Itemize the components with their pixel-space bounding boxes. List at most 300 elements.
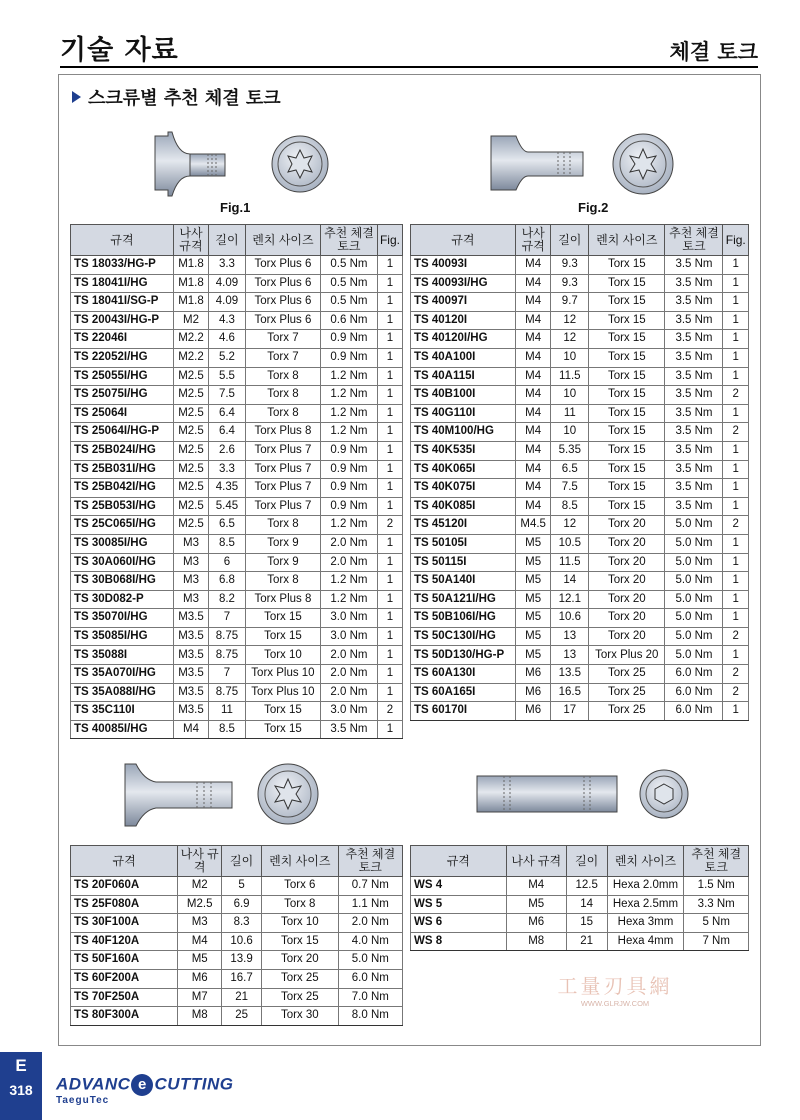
table-cell: 8.75 — [208, 646, 245, 665]
table-cell: TS 40G110I — [411, 404, 516, 423]
table-cell: TS 25B042I/HG — [71, 479, 174, 498]
table-cell: 6.5 — [551, 460, 589, 479]
watermark-text: 工量刃具網 — [557, 974, 673, 998]
table-row — [71, 627, 403, 646]
table-row — [71, 969, 403, 988]
table-cell: M5 — [178, 951, 222, 970]
table-cell: 1 — [723, 330, 749, 349]
fig3-screw-drawing — [122, 760, 322, 830]
table-cell: 1 — [723, 293, 749, 312]
table-row — [411, 590, 749, 609]
col-torque: 추천 체결 토크 — [684, 846, 749, 877]
table-cell: 1.5 Nm — [684, 877, 749, 896]
table-cell: 2 — [377, 702, 402, 721]
table-cell: 17 — [551, 702, 589, 721]
table-cell: WS 8 — [411, 932, 507, 951]
table-row — [71, 895, 403, 914]
table-row — [71, 441, 403, 460]
table-cell: M4 — [515, 293, 551, 312]
table-row — [411, 423, 749, 442]
table-cell: 5.0 Nm — [665, 627, 723, 646]
table-cell: TS 40A100I — [411, 348, 516, 367]
table-cell: M5 — [515, 572, 551, 591]
table-cell: 1.2 Nm — [320, 423, 377, 442]
table-cell: Torx 25 — [589, 683, 665, 702]
page-title: 기술 자료 — [60, 35, 179, 66]
table-cell: Torx Plus 7 — [245, 497, 320, 516]
table-cell: Torx 15 — [262, 932, 339, 951]
table-row — [411, 702, 749, 721]
table-cell: 3.5 Nm — [665, 311, 723, 330]
table-cell: M3.5 — [173, 609, 208, 628]
table-cell: 8.5 — [551, 497, 589, 516]
table-row — [411, 534, 749, 553]
table-cell: 2 — [723, 386, 749, 405]
table-cell: M2.5 — [173, 423, 208, 442]
table-cell: Torx 15 — [589, 274, 665, 293]
table-cell: 1 — [377, 665, 402, 684]
table-cell: 0.9 Nm — [320, 330, 377, 349]
table-cell: M4 — [506, 877, 566, 896]
brand-e-circle: e — [131, 1074, 153, 1096]
table-cell: M2.5 — [173, 516, 208, 535]
table-cell: 0.5 Nm — [320, 274, 377, 293]
table-cell: 4.6 — [208, 330, 245, 349]
table-cell: TS 50105I — [411, 534, 516, 553]
col-thread: 나사 규격 — [178, 846, 222, 877]
table-cell: Torx 25 — [589, 665, 665, 684]
table-cell: 9.7 — [551, 293, 589, 312]
table-cell: Torx 8 — [245, 404, 320, 423]
table-cell: Torx 20 — [589, 627, 665, 646]
table-cell: 1 — [377, 627, 402, 646]
section-title-text: 스크류별 추천 체결 토크 — [88, 88, 281, 109]
page-subject: 체결 토크 — [669, 40, 758, 64]
table-cell: TS 70F250A — [71, 988, 178, 1007]
table-cell: 1 — [377, 572, 402, 591]
table-cell: 11 — [208, 702, 245, 721]
table-cell: Torx 10 — [245, 646, 320, 665]
table-cell: M6 — [506, 914, 566, 933]
table-cell: 5.0 Nm — [665, 646, 723, 665]
table-row — [71, 590, 403, 609]
table-row — [411, 914, 749, 933]
table-cell: TS 35A088I/HG — [71, 683, 174, 702]
table-cell: TS 50A121I/HG — [411, 590, 516, 609]
table-cell: 11 — [551, 404, 589, 423]
table-cell: TS 40B100I — [411, 386, 516, 405]
table-cell: Torx Plus 7 — [245, 460, 320, 479]
table-cell: Torx 25 — [262, 969, 339, 988]
table-cell: TS 25064I/HG-P — [71, 423, 174, 442]
col-spec: 규격 — [71, 225, 174, 256]
table-cell: 11.5 — [551, 367, 589, 386]
table-cell: 1 — [723, 702, 749, 721]
table-cell: 5.0 Nm — [665, 590, 723, 609]
table-cell: 1 — [377, 460, 402, 479]
table-row — [411, 609, 749, 628]
table-row — [411, 572, 749, 591]
table-cell: M3 — [173, 590, 208, 609]
table-cell: 7.5 — [551, 479, 589, 498]
table-cell: TS 25B053I/HG — [71, 497, 174, 516]
table-cell: TS 50B106I/HG — [411, 609, 516, 628]
table-cell: 0.7 Nm — [338, 877, 402, 896]
table-cell: M3 — [173, 534, 208, 553]
table-cell: Hexa 2.0mm — [607, 877, 684, 896]
table-cell: 1.2 Nm — [320, 367, 377, 386]
table-cell: 3.5 Nm — [665, 256, 723, 275]
table-cell: TS 50A140I — [411, 572, 516, 591]
table-cell: 3.5 Nm — [665, 479, 723, 498]
table-row — [411, 877, 749, 896]
table-cell: 1 — [377, 683, 402, 702]
table-cell: Torx 10 — [262, 914, 339, 933]
table-cell: 16.7 — [222, 969, 262, 988]
table-row — [411, 497, 749, 516]
table-cell: M2.5 — [173, 404, 208, 423]
fig4-hex-screw-drawing — [474, 768, 694, 824]
table-cell: 0.9 Nm — [320, 497, 377, 516]
table-cell: Torx 15 — [589, 479, 665, 498]
table-cell: 3.5 Nm — [665, 423, 723, 442]
table-cell: 15 — [566, 914, 607, 933]
fig2-screw-drawing — [488, 128, 688, 200]
table-cell: WS 6 — [411, 914, 507, 933]
torque-table-4 — [410, 845, 749, 951]
table-row — [71, 293, 403, 312]
table-cell: 1 — [377, 441, 402, 460]
table-cell: Torx 15 — [589, 460, 665, 479]
table-cell: M5 — [515, 590, 551, 609]
table-cell: TS 60A130I — [411, 665, 516, 684]
table-cell: 1 — [377, 386, 402, 405]
table-cell: 1 — [723, 646, 749, 665]
table-cell: 5.45 — [208, 497, 245, 516]
table-cell: M2.5 — [173, 460, 208, 479]
table-row — [411, 348, 749, 367]
table-cell: 1 — [377, 348, 402, 367]
table-cell: Torx 15 — [589, 423, 665, 442]
col-thread: 나사 규격 — [515, 225, 551, 256]
table-cell: 3.5 Nm — [320, 720, 377, 739]
table-cell: 4.09 — [208, 293, 245, 312]
table-cell: TS 25C065I/HG — [71, 516, 174, 535]
table-cell: TS 40120I/HG — [411, 330, 516, 349]
table-cell: 12 — [551, 311, 589, 330]
table-cell: Torx Plus 7 — [245, 479, 320, 498]
table-cell: M3.5 — [173, 646, 208, 665]
table-cell: Torx 15 — [245, 702, 320, 721]
table-cell: TS 20F060A — [71, 877, 178, 896]
table-cell: 6.9 — [222, 895, 262, 914]
table-cell: Torx 20 — [589, 553, 665, 572]
table-cell: Torx 15 — [245, 720, 320, 739]
table-cell: 3.5 Nm — [665, 404, 723, 423]
table-cell: M5 — [515, 553, 551, 572]
table-cell: 0.9 Nm — [320, 460, 377, 479]
table-cell: TS 60F200A — [71, 969, 178, 988]
col-wrench: 렌치 사이즈 — [245, 225, 320, 256]
table-cell: TS 50F160A — [71, 951, 178, 970]
table-row — [71, 988, 403, 1007]
table-row — [71, 479, 403, 498]
table-cell: 6.4 — [208, 423, 245, 442]
col-torque: 추천 체결 토크 — [320, 225, 377, 256]
table-cell: 3.5 Nm — [665, 274, 723, 293]
table-cell: M2.5 — [178, 895, 222, 914]
table-cell: 12 — [551, 330, 589, 349]
table-cell: 0.5 Nm — [320, 293, 377, 312]
col-spec: 규격 — [71, 846, 178, 877]
table-cell: Torx 25 — [262, 988, 339, 1007]
table-cell: M2.5 — [173, 386, 208, 405]
table-cell: Torx 15 — [589, 497, 665, 516]
table-cell: 1 — [377, 367, 402, 386]
table-cell: 3.5 Nm — [665, 293, 723, 312]
table-row — [71, 367, 403, 386]
watermark — [545, 946, 685, 1008]
table-cell: 6.0 Nm — [665, 683, 723, 702]
table-cell: M4 — [515, 423, 551, 442]
table-row — [71, 1007, 403, 1026]
table-cell: 3.3 — [208, 256, 245, 275]
table-cell: 5 — [222, 877, 262, 896]
table-cell: 0.9 Nm — [320, 441, 377, 460]
table-cell: 1 — [377, 479, 402, 498]
table-cell: Torx Plus 10 — [245, 683, 320, 702]
table-cell: 13 — [551, 627, 589, 646]
table-row — [71, 516, 403, 535]
table-cell: 8.75 — [208, 683, 245, 702]
table-row — [411, 274, 749, 293]
table-cell: 9.3 — [551, 274, 589, 293]
table-cell: 2 — [723, 627, 749, 646]
table-cell: 7.5 — [208, 386, 245, 405]
table-cell: 1.2 Nm — [320, 516, 377, 535]
table-row — [71, 683, 403, 702]
table-cell: TS 40093I/HG — [411, 274, 516, 293]
table-cell: 1 — [377, 256, 402, 275]
table-cell: 1 — [377, 423, 402, 442]
table-cell: 5.5 — [208, 367, 245, 386]
table-cell: M4 — [515, 497, 551, 516]
table-cell: 8.3 — [222, 914, 262, 933]
table-cell: Torx 8 — [262, 895, 339, 914]
table-cell: Torx 7 — [245, 330, 320, 349]
table-cell: 1.1 Nm — [338, 895, 402, 914]
table-cell: 5.0 Nm — [665, 553, 723, 572]
table-cell: M4 — [515, 479, 551, 498]
fig1-label: Fig.1 — [220, 200, 251, 215]
table-cell: Torx 9 — [245, 553, 320, 572]
table-cell: 1 — [377, 497, 402, 516]
table-cell: 1 — [377, 590, 402, 609]
table-row — [411, 330, 749, 349]
table-cell: 8.0 Nm — [338, 1007, 402, 1026]
col-fig: Fig. — [723, 225, 749, 256]
table-row — [411, 683, 749, 702]
table-cell: M6 — [515, 683, 551, 702]
table-cell: M4 — [515, 441, 551, 460]
col-wrench: 렌치 사이즈 — [589, 225, 665, 256]
col-spec: 규격 — [411, 225, 516, 256]
table-row — [71, 609, 403, 628]
table-cell: 3.0 Nm — [320, 609, 377, 628]
table-cell: 5.0 Nm — [338, 951, 402, 970]
table-row — [411, 516, 749, 535]
table-cell: 1 — [377, 311, 402, 330]
table-cell: 3.5 Nm — [665, 348, 723, 367]
table-cell: M6 — [178, 969, 222, 988]
table-cell: 10 — [551, 423, 589, 442]
table-cell: Torx 15 — [245, 627, 320, 646]
table-cell: 5 Nm — [684, 914, 749, 933]
table-cell: 2.0 Nm — [338, 914, 402, 933]
brand-left: ADVANC — [56, 1074, 131, 1094]
table-row — [71, 534, 403, 553]
triangle-bullet-icon — [72, 91, 81, 103]
table-cell: M4 — [515, 367, 551, 386]
table-cell: TS 35A070I/HG — [71, 665, 174, 684]
table-cell: 2 — [723, 516, 749, 535]
table-row — [71, 702, 403, 721]
table-cell: M6 — [515, 665, 551, 684]
table-row — [71, 665, 403, 684]
table-cell: 12 — [551, 516, 589, 535]
table-cell: 1.2 Nm — [320, 590, 377, 609]
table-cell: 3.0 Nm — [320, 627, 377, 646]
table-cell: TS 40085I/HG — [71, 720, 174, 739]
table-row — [71, 951, 403, 970]
table-cell: Torx 15 — [245, 609, 320, 628]
table-cell: 1 — [723, 553, 749, 572]
table-cell: 1 — [377, 330, 402, 349]
table-cell: 0.9 Nm — [320, 479, 377, 498]
table-cell: M4 — [515, 256, 551, 275]
table-cell: 1 — [377, 553, 402, 572]
table-cell: M4 — [178, 932, 222, 951]
table-cell: 14 — [566, 895, 607, 914]
fig2-label: Fig.2 — [578, 200, 609, 215]
table-cell: 1 — [723, 404, 749, 423]
table-cell: 3.5 Nm — [665, 330, 723, 349]
table-cell: Torx 15 — [589, 386, 665, 405]
table-cell: 13.5 — [551, 665, 589, 684]
table-cell: Torx 15 — [589, 441, 665, 460]
table-cell: Hexa 4mm — [607, 932, 684, 951]
table-cell: Torx 15 — [589, 330, 665, 349]
table-cell: TS 22046I — [71, 330, 174, 349]
table-cell: M1.8 — [173, 274, 208, 293]
table-cell: 2 — [377, 516, 402, 535]
table-cell: TS 40K085I — [411, 497, 516, 516]
table-cell: 5.0 Nm — [665, 609, 723, 628]
table-cell: 1 — [723, 460, 749, 479]
table-cell: 10.6 — [551, 609, 589, 628]
table-cell: TS 20043I/HG-P — [71, 311, 174, 330]
table-cell: 1.2 Nm — [320, 386, 377, 405]
fig1-screw-drawing — [150, 128, 330, 200]
table-cell: TS 40120I — [411, 311, 516, 330]
table-cell: M4 — [515, 348, 551, 367]
table-cell: TS 45120I — [411, 516, 516, 535]
table-cell: 1.2 Nm — [320, 572, 377, 591]
table-cell: M4 — [173, 720, 208, 739]
table-cell: TS 18033/HG-P — [71, 256, 174, 275]
table-cell: TS 40093I — [411, 256, 516, 275]
table-cell: M5 — [515, 609, 551, 628]
table-cell: M4 — [515, 460, 551, 479]
table-cell: 5.0 Nm — [665, 534, 723, 553]
table-cell: TS 30085I/HG — [71, 534, 174, 553]
table-cell: 1 — [723, 367, 749, 386]
col-torque: 추천 체결 토크 — [338, 846, 402, 877]
table-cell: Torx Plus 6 — [245, 311, 320, 330]
table-row — [71, 404, 403, 423]
table-cell: 21 — [566, 932, 607, 951]
table-cell: TS 80F300A — [71, 1007, 178, 1026]
table-cell: Torx 25 — [589, 702, 665, 721]
table-cell: 5.35 — [551, 441, 589, 460]
table-cell: TS 40A115I — [411, 367, 516, 386]
table-cell: 6.5 — [208, 516, 245, 535]
table-cell: TS 60A165I — [411, 683, 516, 702]
table-cell: Torx 15 — [589, 348, 665, 367]
col-length: 길이 — [551, 225, 589, 256]
table-row — [71, 256, 403, 275]
table-cell: TS 25B024I/HG — [71, 441, 174, 460]
table-cell: M2 — [173, 311, 208, 330]
table-cell: WS 5 — [411, 895, 507, 914]
table-cell: M7 — [178, 988, 222, 1007]
table-cell: M2.2 — [173, 330, 208, 349]
table-row — [411, 665, 749, 684]
table-row — [411, 553, 749, 572]
table-cell: TS 50C130I/HG — [411, 627, 516, 646]
table-row — [411, 293, 749, 312]
table-cell: 0.6 Nm — [320, 311, 377, 330]
table-cell: 1 — [723, 348, 749, 367]
table-cell: 8.5 — [208, 534, 245, 553]
table-cell: 3.5 Nm — [665, 441, 723, 460]
table-cell: 5.2 — [208, 348, 245, 367]
table-cell: M3.5 — [173, 665, 208, 684]
table-cell: 6.0 Nm — [338, 969, 402, 988]
table-cell: TS 25F080A — [71, 895, 178, 914]
table-cell: 1 — [723, 274, 749, 293]
table-cell: M2.2 — [173, 348, 208, 367]
table-cell: 6.8 — [208, 572, 245, 591]
table-row — [71, 877, 403, 896]
section-letter: E — [15, 1056, 27, 1075]
col-fig: Fig. — [377, 225, 402, 256]
table-cell: 11.5 — [551, 553, 589, 572]
table-cell: 4.09 — [208, 274, 245, 293]
table-row — [411, 386, 749, 405]
table-row — [411, 441, 749, 460]
table-cell: 10.6 — [222, 932, 262, 951]
table-cell: 3.5 Nm — [665, 386, 723, 405]
table-cell: 3.5 Nm — [665, 460, 723, 479]
table-cell: M4 — [515, 330, 551, 349]
table-cell: 6.4 — [208, 404, 245, 423]
table-cell: TS 40K065I — [411, 460, 516, 479]
table-cell: 2.0 Nm — [320, 646, 377, 665]
table-row — [411, 646, 749, 665]
table-cell: M5 — [506, 895, 566, 914]
table-row — [411, 627, 749, 646]
